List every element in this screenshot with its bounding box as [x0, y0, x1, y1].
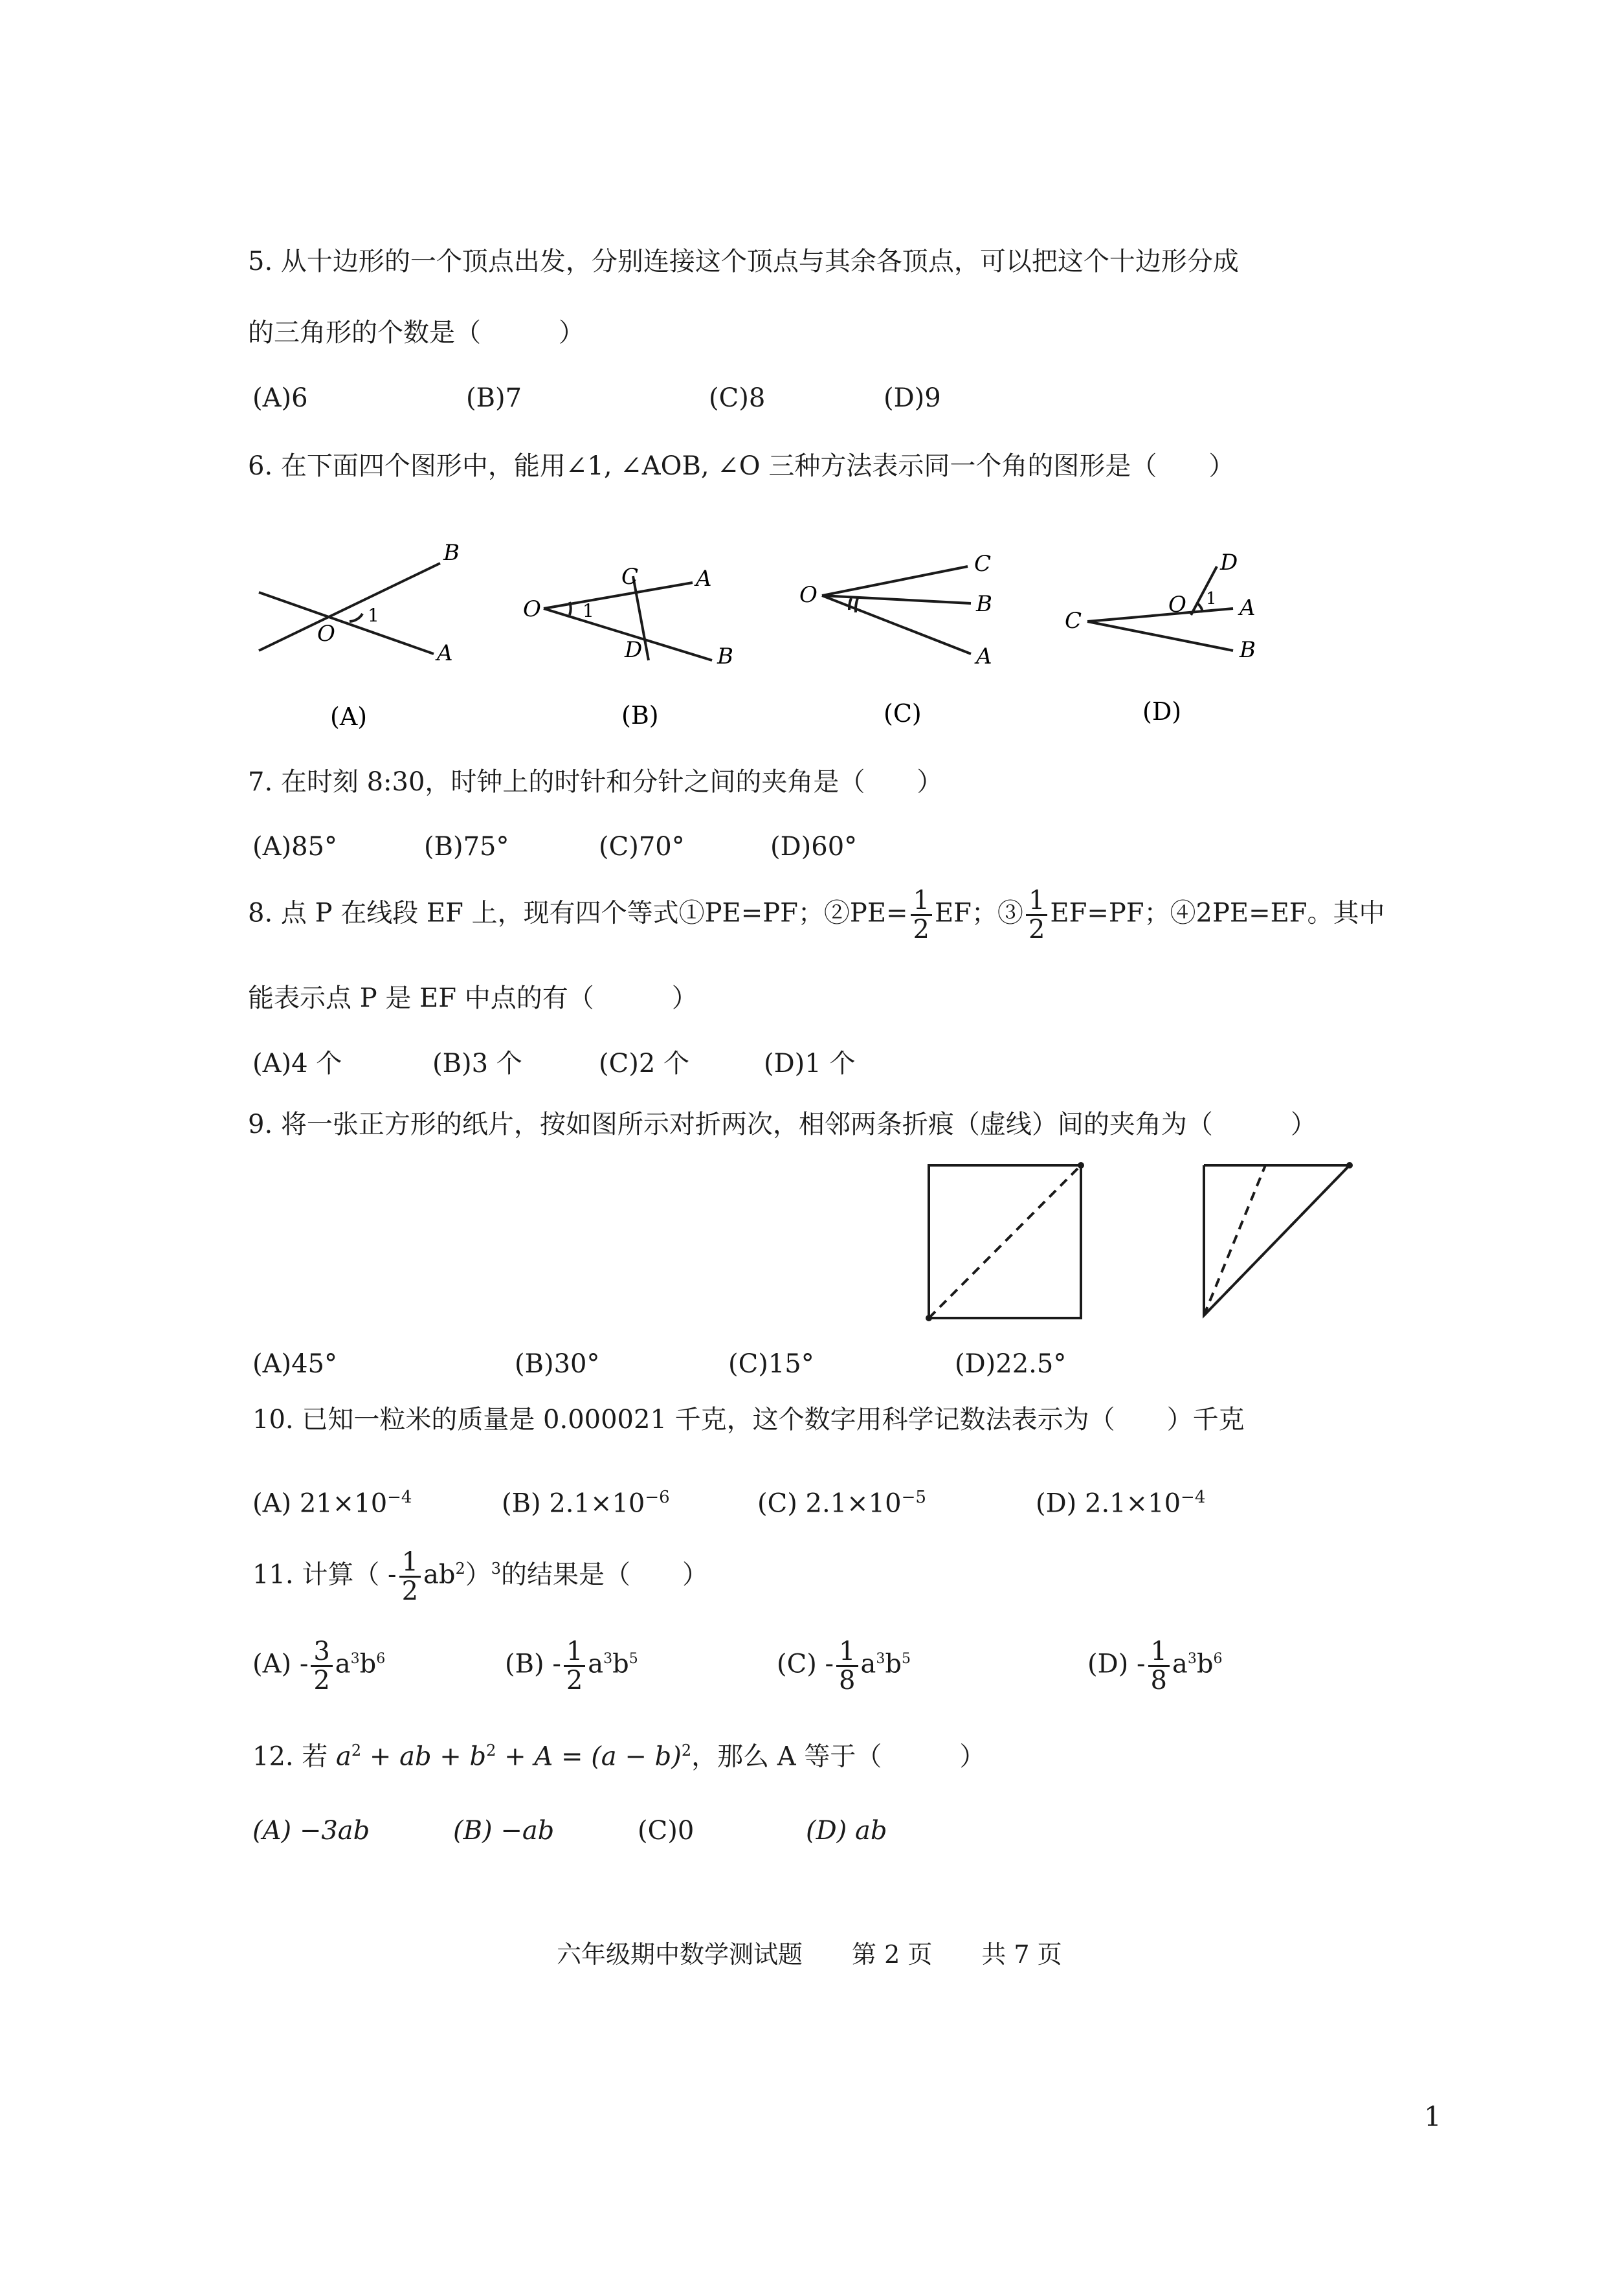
q11-b-num: 1 — [564, 1638, 585, 1667]
q10-b-label: (B) — [502, 1488, 541, 1519]
q11-c-b-exp: 5 — [901, 1651, 911, 1668]
fig-d-label-a: A — [1240, 595, 1256, 621]
q12-eq-left: a — [336, 1741, 351, 1772]
q5-option-b: (B)7 — [466, 383, 522, 413]
q9-question: 9. 将一张正方形的纸片，按如图所示对折两次，相邻两条折痕（虚线）间的夹角为（ ） — [248, 1110, 1317, 1139]
q11-option-d: (D) - $\frac{1}{8}$ $a^3b^6$ — [1087, 1637, 1223, 1695]
q11-option-b: (B) - $\frac{1}{2}$ $a^3b^5$ — [505, 1637, 638, 1695]
caption-b: (B) — [621, 701, 659, 730]
fig-c-label-b: B — [976, 591, 992, 617]
fig-a-label-b: B — [443, 540, 460, 566]
q11-question — [252, 1549, 708, 1605]
q12-sq-3: 2 — [681, 1741, 692, 1760]
fig-b-label-o: O — [523, 596, 541, 622]
q8-option-d: (D)1 个 — [764, 1049, 856, 1079]
fig-d-label-d: D — [1220, 550, 1238, 576]
q8-option-b: (B)3 个 — [432, 1049, 522, 1079]
page-footer: 六年级期中数学测试题 第 2 页 共 7 页 — [557, 1940, 1062, 1969]
caption-c: (C) — [884, 699, 922, 728]
q11-a-label: (A) - — [252, 1649, 309, 1679]
q9-fold-figures — [919, 1152, 1372, 1327]
fig-d-label-b: B — [1240, 637, 1256, 663]
q6-question: 6. 在下面四个图形中，能用∠1, ∠AOB, ∠O 三种方法表示同一个角的图形是（ ） — [248, 451, 1235, 481]
q11-body-sup: 2 — [455, 1560, 465, 1578]
q5-option-d: (D)9 — [884, 383, 941, 413]
q12-sq-1: 2 — [351, 1741, 362, 1760]
q11-d-num: 1 — [1148, 1638, 1170, 1667]
q8-part3: EF=PF；④2PE=EF。其中 — [1050, 898, 1385, 928]
q12-question — [252, 1741, 986, 1772]
q8-part2: EF；③ — [934, 898, 1023, 928]
q11-option-a: (A) - $\frac{3}{2}$ $a^3b^6$ — [252, 1637, 386, 1695]
q5-line1: 5. 从十边形的一个顶点出发，分别连接这个顶点与其余各顶点，可以把这个十边形分成 — [248, 247, 1239, 276]
square-fold-twice — [1204, 1162, 1353, 1315]
q12-option-d: (D) ab — [806, 1816, 887, 1846]
q11-b-a-exp: 3 — [603, 1651, 613, 1668]
q11-prefix: 11. 计算（ - — [252, 1560, 397, 1590]
q11-body: ab — [423, 1560, 456, 1590]
q12-prefix: 12. 若 — [252, 1741, 337, 1772]
caption-a: (A) — [330, 702, 368, 731]
q5-option-a: (A)6 — [252, 383, 308, 413]
fig-b-label-a: A — [696, 566, 712, 592]
q7-option-b: (B)75° — [424, 832, 509, 862]
q10-d-label: (D) — [1036, 1488, 1077, 1519]
q7-option-c: (C)70° — [599, 832, 685, 862]
q11-a-fraction — [311, 1638, 332, 1694]
q12-option-b: (B) −ab — [453, 1816, 555, 1846]
q12-eq-tail: + A = (a − b) — [496, 1741, 682, 1772]
figure-c — [822, 566, 971, 654]
q10-d-base: 2.1×10 — [1085, 1488, 1181, 1519]
q11-a-num: 3 — [311, 1638, 332, 1667]
q12-option-a: (A) −3ab — [252, 1816, 370, 1846]
caption-d: (D) — [1142, 697, 1182, 726]
fig-c-label-c: C — [974, 551, 992, 577]
fig-d-label-o: O — [1168, 592, 1186, 618]
q11-frac-num: 1 — [399, 1549, 421, 1578]
q9-option-a: (A)45° — [252, 1349, 337, 1379]
fig-b-label-1: 1 — [583, 600, 594, 621]
q11-b-label: (B) - — [505, 1649, 561, 1679]
q9-option-d: (D)22.5° — [955, 1349, 1067, 1379]
q9-option-b: (B)30° — [515, 1349, 600, 1379]
q11-d-b-exp: 6 — [1213, 1651, 1223, 1668]
q11-a-a-exp: 3 — [350, 1651, 360, 1668]
q11-b-b-exp: 5 — [628, 1651, 638, 1668]
q11-b-fraction — [564, 1638, 585, 1694]
q11-d-label: (D) - — [1087, 1649, 1146, 1679]
q8-fraction-2 — [1026, 887, 1047, 943]
q5-line2: 的三角形的个数是（ ） — [248, 318, 584, 348]
q11-c-fraction — [836, 1638, 858, 1694]
q8-part1: 8. 点 P 在线段 EF 上，现有四个等式①PE=PF；②PE= — [248, 898, 908, 928]
fig-c-label-o: O — [799, 582, 818, 608]
q8-option-a: (A)4 个 — [252, 1049, 342, 1079]
q6-figures — [246, 531, 1346, 744]
q11-power: 3 — [491, 1560, 502, 1578]
q10-question: 10. 已知一粒米的质量是 0.000021 千克，这个数字用科学记数法表示为（ ）千克 — [252, 1405, 1245, 1435]
fig-b-label-b: B — [717, 643, 733, 669]
q8-line2: 能表示点 P 是 EF 中点的有（ ） — [248, 983, 698, 1013]
q8-frac2-num: 1 — [1026, 887, 1047, 916]
q12-eq-rest: + ab + b — [361, 1741, 487, 1772]
q8-fraction-1 — [911, 887, 932, 943]
q11-d-fraction — [1148, 1638, 1170, 1694]
fig-d-label-1: 1 — [1206, 589, 1217, 609]
q10-option-b — [502, 1488, 670, 1519]
fig-b-label-c: C — [621, 564, 639, 590]
q11-close: ） — [465, 1560, 491, 1590]
q11-a-b-exp: 6 — [376, 1651, 386, 1668]
q11-fraction — [399, 1549, 421, 1605]
square-fold-once — [926, 1162, 1084, 1321]
fig-a-label-a: A — [437, 640, 453, 666]
q8-frac1-den: 2 — [913, 915, 929, 945]
q10-option-a — [252, 1488, 412, 1519]
q12-option-c: (C)0 — [638, 1816, 695, 1846]
q10-option-c — [757, 1488, 926, 1519]
q7-question: 7. 在时刻 8:30，时钟上的时针和分针之间的夹角是（ ） — [248, 767, 943, 797]
fig-c-label-a: A — [976, 643, 992, 669]
q10-a-base: 21×10 — [299, 1488, 388, 1519]
q11-option-c: (C) - $\frac{1}{8}$ $a^3b^5$ — [777, 1637, 911, 1695]
q10-c-label: (C) — [757, 1488, 797, 1519]
q11-c-a-exp: 3 — [876, 1651, 885, 1668]
q11-c-den: 8 — [839, 1666, 856, 1695]
q10-b-base: 2.1×10 — [549, 1488, 645, 1519]
q10-b-exp: −6 — [645, 1488, 670, 1507]
fig-b-label-d: D — [625, 637, 643, 663]
fig-d-label-c: C — [1065, 608, 1082, 634]
q8-option-c: (C)2 个 — [599, 1049, 689, 1079]
q9-option-c: (C)15° — [728, 1349, 814, 1379]
q11-a-den: 2 — [313, 1666, 330, 1695]
q11-c-label: (C) - — [777, 1649, 834, 1679]
q5-option-c: (C)8 — [709, 383, 766, 413]
q10-d-exp: −4 — [1181, 1488, 1206, 1507]
q12-suffix: ，那么 A 等于（ ） — [691, 1741, 986, 1772]
q10-a-exp: −4 — [387, 1488, 412, 1507]
q8-frac2-den: 2 — [1028, 915, 1045, 945]
q10-c-exp: −5 — [901, 1488, 926, 1507]
q11-d-den: 8 — [1150, 1666, 1167, 1695]
fig-a-label-1: 1 — [368, 605, 379, 626]
q8-frac1-num: 1 — [911, 887, 932, 916]
figure-a — [259, 563, 440, 654]
q8-line1 — [248, 887, 1385, 943]
q11-d-a-exp: 3 — [1187, 1651, 1197, 1668]
q7-option-d: (D)60° — [770, 832, 858, 862]
fig-a-label-o: O — [317, 621, 335, 647]
page-number: 1 — [1424, 2101, 1441, 2132]
q11-suffix: 的结果是（ ） — [501, 1560, 709, 1590]
q12-sq-2: 2 — [486, 1741, 496, 1760]
q11-frac-den: 2 — [401, 1576, 419, 1606]
q10-c-base: 2.1×10 — [805, 1488, 902, 1519]
q11-b-den: 2 — [566, 1666, 583, 1695]
q10-a-label: (A) — [252, 1488, 292, 1519]
q7-option-a: (A)85° — [252, 832, 337, 862]
figure-d — [1087, 566, 1233, 651]
q11-c-num: 1 — [836, 1638, 858, 1667]
q10-option-d — [1036, 1488, 1206, 1519]
